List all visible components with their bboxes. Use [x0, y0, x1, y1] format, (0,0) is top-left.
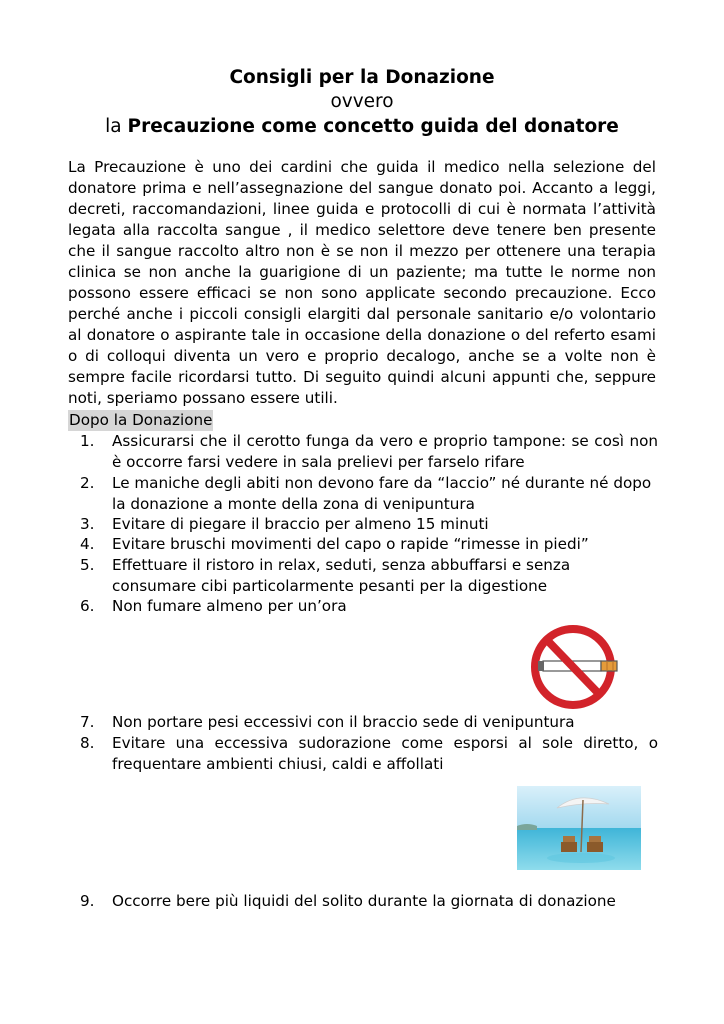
list-item-text: Non portare pesi eccessivi con il braccio sede di venipuntura	[112, 713, 575, 731]
list-item-text: Evitare di piegare il braccio per almeno 15 minuti	[112, 515, 489, 533]
list-item-number: 3.	[80, 515, 95, 533]
list-item-text: Evitare bruschi movimenti del capo o rapide “rimesse in piedi”	[112, 535, 589, 553]
document-subtitle-ovvero: ovvero	[330, 91, 394, 112]
list-item-number: 2.	[80, 474, 95, 492]
list-item-number: 4.	[80, 535, 95, 553]
document-title: Consigli per la Donazione	[229, 67, 495, 88]
section-heading-dopo-donazione: Dopo la Donazione	[69, 411, 213, 429]
list-item-number: 7.	[80, 713, 95, 731]
list-item-number: 1.	[80, 432, 95, 450]
list-item-text: Assicurarsi che il cerotto funga da vero e proprio tampone: se così non è occorre farsi vedere in sala prelievi per farselo rifare	[112, 432, 658, 471]
no-smoking-icon	[529, 622, 625, 712]
list-item-text: Evitare una eccessiva sudorazione come esporsi al sole diretto, o frequentare ambienti chiusi, caldi e affollati	[112, 734, 658, 773]
beach-umbrella-image	[517, 786, 641, 870]
list-item-number: 9.	[80, 892, 95, 910]
list-item-text: Le maniche degli abiti non devono fare da “laccio” né durante né dopo la donazione a monte della zona di venipuntura	[112, 474, 652, 513]
intro-paragraph: La Precauzione è uno dei cardini che guida il medico nella selezione del donatore prima e nell’assegnazione del sangue donato poi. Accanto a leggi, decreti, raccomandazioni, linee guida e protocolli di cui è normata l’attività legata alla raccolta sangue , il medico selettore deve tenere ben presente che il sangue raccolto altro non è se non il mezzo per ottenere una terapia clinica se non anche la guarigione di un paziente; ma tutte le norme non possono essere efficaci se non sono applicate secondo precauzione. Ecco perché anche i piccoli consigli elargiti dal personale sanitario e/o volontario al donatore o aspirante tale in occasione della donazione o del referto esami o di colloqui diventa un vero e proprio decalogo, anche se a volte non è sempre facile ricordarsi tutto. Di seguito quindi alcuni appunti che, seppure noti, speriamo possano essere utili.	[68, 158, 656, 407]
list-item-number: 8.	[80, 734, 95, 752]
list-item-number: 5.	[80, 556, 95, 574]
list-item-text: Occorre bere più liquidi del solito durante la giornata di donazione	[112, 892, 616, 910]
document-subtitle: la Precauzione come concetto guida del donatore	[105, 116, 619, 137]
list-item-text: Non fumare almeno per un’ora	[112, 597, 347, 615]
list-item-text: Effettuare il ristoro in relax, seduti, senza abbuffarsi e senza consumare cibi particolarmente pesanti per la digestione	[112, 556, 571, 595]
list-item-number: 6.	[80, 597, 95, 615]
